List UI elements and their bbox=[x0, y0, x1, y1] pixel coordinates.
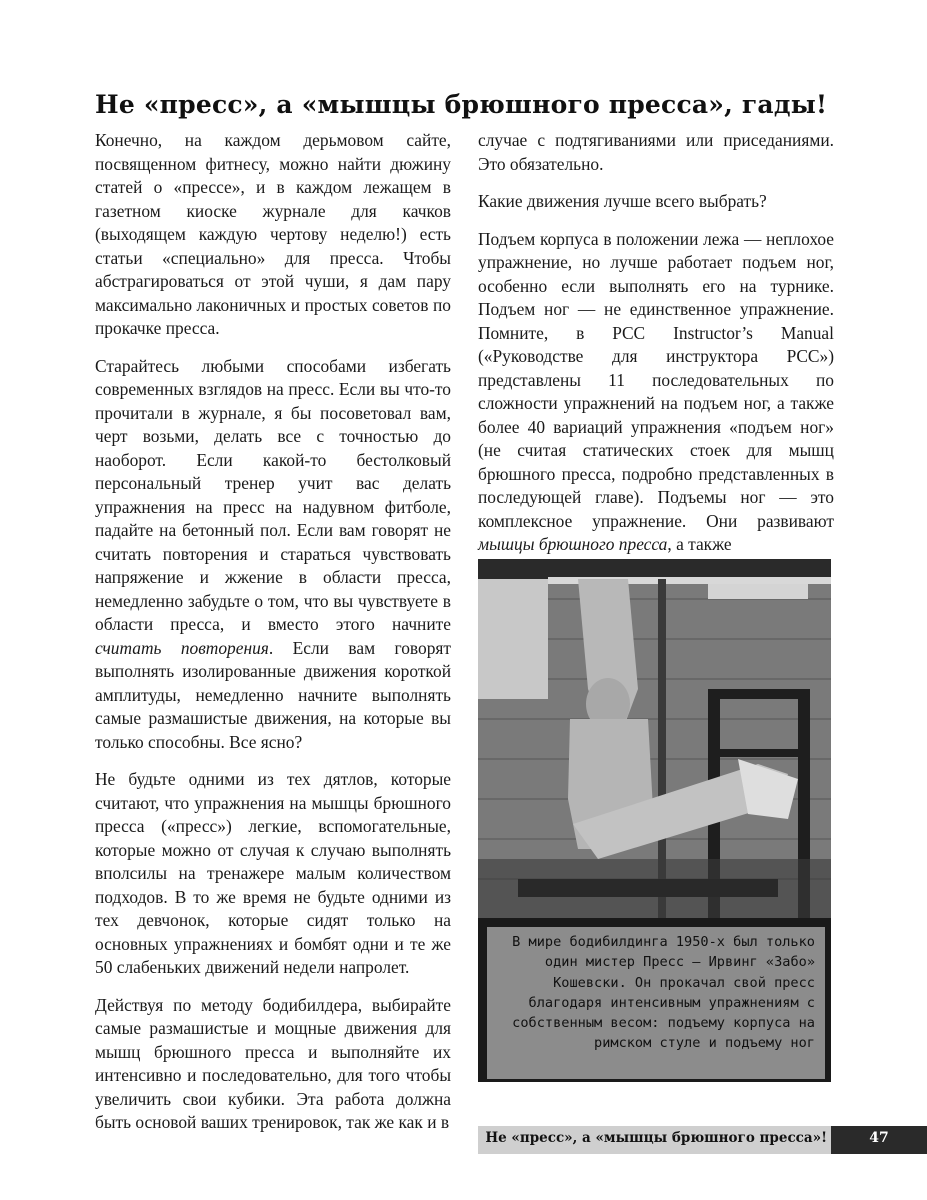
paragraph-text: . Если вам говорят выполнять изолированные движения короткой амплитуды, немедленно начните выполнять самые размашистые движения, на которые вы только способны. Все ясно? bbox=[95, 637, 451, 752]
page-title: Не «пресс», а «мышцы брюшного пресса», гады! bbox=[95, 90, 828, 119]
page-number: 47 bbox=[869, 1130, 889, 1146]
paragraph-text: , а также bbox=[667, 534, 732, 554]
paragraph: Не будьте одними из тех дятлов, которые считают, что упражнения на мышцы брюшного пресса («пресс») легкие, вспомогательные, которые можно от случая к случаю выполнять вполсилы на тренажере малым количеством подходов. В то же время не будьте одними из тех девчонок, которые сидят только на основных упражнениях и бомбят одни и те же 50 слабеньких движений недели напролет. bbox=[95, 769, 451, 977]
paragraph: Действуя по методу бодибилдера, выбирайте самые размашистые и мощные движения для мышц брюшного пресса и выполняйте их интенсивно и последовательно, для того чтобы увеличить свои кубики. Эта работа должна быть основой ваших тренировок, так же как и в bbox=[95, 994, 451, 1132]
paragraph: Какие движения лучше всего выбрать? bbox=[478, 191, 767, 211]
paragraph: Конечно, на каждом дерьмовом сайте, посвященном фитнесу, можно найти дюжину статей о «прессе», и в каждом лежащем в газетном киоске журнале для качков (выходящем каждую чертову неделю!) есть статьи «специально» для пресса. Чтобы абстрагироваться от этой чуши, я дам пару максимально лаконичных и простых советов по прокачке пресса. bbox=[95, 130, 451, 338]
photo-illustration bbox=[478, 559, 831, 919]
photo-hanging-leg-raise bbox=[478, 559, 831, 919]
paragraph bbox=[478, 228, 834, 557]
photo-caption: В мире бодибилдинга 1950-х был только один мистер Пресс — Ирвинг «Забо» Кошевски. Он прокачал свой пресс благодаря интенсивным упражнениям с собственным весом: подъему корпуса на римском стуле и подъему ног bbox=[487, 927, 825, 1079]
emphasis: мышцы брюшного пресса bbox=[478, 534, 668, 554]
running-footer-title: Не «пресс», а «мышцы брюшного пресса»! bbox=[485, 1130, 827, 1146]
right-column bbox=[478, 129, 834, 571]
paragraph bbox=[95, 355, 451, 755]
emphasis: считать повторения bbox=[95, 637, 269, 658]
paragraph: случае с подтягиваниями или приседаниями. Это обязательно. bbox=[478, 130, 834, 174]
left-column bbox=[95, 129, 451, 1149]
paragraph-text: Подъем корпуса в положении лежа — неплохое упражнение, но лучше работает подъем ног, особенно если выполнять его на турнике. Подъем ног — не единственное упражнение. Помните, в PCC Instructor’s Manual («Руководстве для инструктора PCC») представлены 11 последовательных по сложности упражнений на подъем ног, а также более 40 вариаций упражнения «подъем ног» (не считая статических стоек для мышц брюшного пресса, подробно представленных в последующей главе). Подъемы ног — это комплексное упражнение. Они развивают bbox=[478, 228, 834, 531]
paragraph-text: Старайтесь любыми способами избегать современных взглядов на пресс. Если вы что-то прочитали в журнале, я бы посоветовал вам, черт возьми, делать все с точностью до наоборот. Если какой-то бестолковый персональный тренер учит вас делать упражнения на пресс на надувном фитболе, падайте на бетонный пол. Если вам говорят не считать повторения и стараться чувствовать напряжение и жжение в области пресса, немедленно забудьте о том, что вы чувствуете в области пресса, и вместо этого начните bbox=[95, 355, 451, 634]
